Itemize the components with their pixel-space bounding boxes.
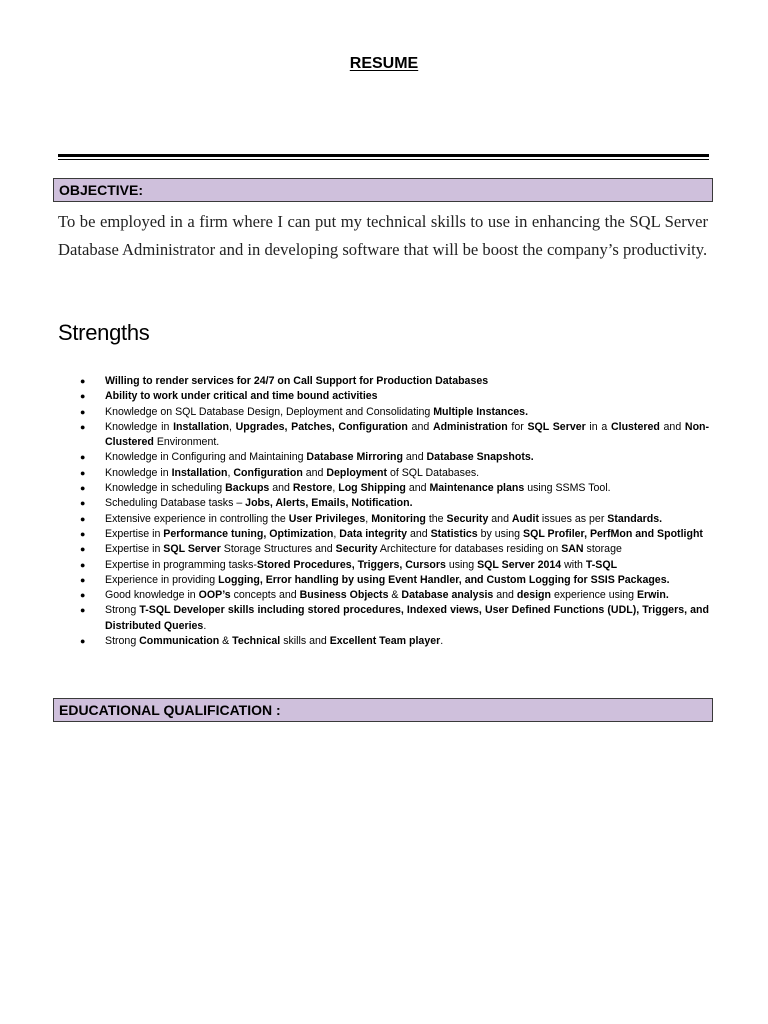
bullet-icon: ● <box>80 574 86 585</box>
strength-item <box>58 603 709 634</box>
strength-item <box>58 374 709 389</box>
bullet-icon: ● <box>80 406 86 417</box>
strength-text: . <box>440 635 444 648</box>
strength-emphasis: Administration <box>432 420 508 433</box>
strength-emphasis: Erwin. <box>636 589 669 602</box>
strength-text: and <box>269 482 293 495</box>
strength-emphasis: SQL Server <box>527 420 586 433</box>
strength-emphasis: OOP’s <box>198 589 231 602</box>
bullet-icon: ● <box>80 498 86 509</box>
strength-emphasis: SAN <box>561 543 584 556</box>
strength-text: . <box>203 619 207 632</box>
strength-text: and <box>659 420 685 433</box>
strength-text: Strong <box>105 635 140 648</box>
strength-emphasis: Log Shipping <box>338 482 406 495</box>
strength-emphasis: Backups <box>225 482 270 495</box>
strength-text: the <box>425 512 447 525</box>
strength-text: & <box>219 635 233 648</box>
strength-item <box>58 405 709 420</box>
strength-text: concepts and <box>230 589 300 602</box>
strengths-heading: Strengths <box>58 320 150 345</box>
strength-emphasis: Logging, Error handling by using Event Handler, and Custom Logging for SSIS Packages. <box>218 573 670 586</box>
strength-emphasis: T-SQL Developer skills including stored procedures, Indexed views, User Defined Functions (UDL), Triggers, and Distributed Queries <box>105 604 709 632</box>
strength-text: Expertise in <box>105 543 164 556</box>
strength-text: Strong <box>105 604 140 617</box>
strength-text: , <box>333 527 340 540</box>
strength-text: , <box>228 420 236 433</box>
strength-text: and <box>402 451 427 464</box>
strength-emphasis: Restore <box>292 482 333 495</box>
header-divider-thin <box>58 159 709 160</box>
strength-item <box>58 542 709 557</box>
strength-emphasis: Non-Clustered <box>105 420 710 449</box>
resume-title: RESUME <box>349 55 419 72</box>
strength-text: in a <box>585 420 611 433</box>
strength-emphasis: User Privileges <box>288 512 366 525</box>
strength-emphasis: Statistics <box>430 527 478 540</box>
strength-emphasis: Installation <box>171 466 228 479</box>
strength-item <box>58 634 709 649</box>
strength-item <box>58 496 709 511</box>
strength-item <box>58 573 709 588</box>
strength-text: experience using <box>551 589 637 602</box>
strength-text: with <box>561 558 586 571</box>
strength-text: and <box>302 466 327 479</box>
bullet-icon: ● <box>80 391 86 402</box>
strength-emphasis: Stored Procedures, Triggers, Cursors <box>256 558 446 571</box>
education-heading: EDUCATIONAL QUALIFICATION : <box>53 698 713 722</box>
strength-emphasis: SQL Server 2014 <box>477 558 562 571</box>
strength-emphasis: Multiple Instances. <box>433 405 529 418</box>
strength-emphasis: Database Snapshots. <box>426 451 534 464</box>
strength-text: storage <box>583 543 622 556</box>
strength-emphasis: Database analysis <box>401 589 494 602</box>
strength-item <box>58 481 709 496</box>
strength-text: , <box>227 466 234 479</box>
strength-emphasis: design <box>516 589 551 602</box>
strength-emphasis: Deployment <box>326 466 388 479</box>
strength-text: using SSMS Tool. <box>524 482 611 495</box>
objective-heading: OBJECTIVE: <box>53 178 713 202</box>
strength-text: Good knowledge in <box>105 589 199 602</box>
strength-item <box>58 420 709 451</box>
bullet-icon: ● <box>80 513 86 524</box>
strength-emphasis: Maintenance plans <box>429 482 525 495</box>
bullet-icon: ● <box>80 452 86 463</box>
bullet-icon: ● <box>80 590 86 601</box>
strength-emphasis: Jobs, Alerts, Emails, Notification. <box>245 497 413 510</box>
strength-emphasis: Ability to work under critical and time bound activities <box>105 390 378 403</box>
strength-text: Expertise in <box>105 527 164 540</box>
bullet-icon: ● <box>80 421 86 432</box>
bullet-icon: ● <box>80 559 86 570</box>
bullet-icon: ● <box>80 605 86 616</box>
strength-emphasis: Performance tuning, Optimization <box>163 527 334 540</box>
strength-text: & <box>388 589 402 602</box>
strength-text: for <box>507 420 528 433</box>
strength-text: Storage Structures and <box>220 543 336 556</box>
strength-emphasis: Data integrity <box>339 527 407 540</box>
strength-text: and <box>488 512 512 525</box>
strength-item <box>58 389 709 404</box>
strength-text: Knowledge in scheduling <box>105 482 226 495</box>
strength-text: using <box>445 558 478 571</box>
strength-emphasis: Installation <box>173 420 229 433</box>
strength-item <box>58 512 709 527</box>
strength-item <box>58 466 709 481</box>
header-divider-thick <box>58 154 709 157</box>
strength-text: Knowledge in Configuring and Maintaining <box>105 451 307 464</box>
strength-emphasis: Monitoring <box>371 512 426 525</box>
strength-text: by using <box>477 527 524 540</box>
strength-emphasis: Upgrades, Patches, Configuration <box>235 420 408 433</box>
objective-text: To be employed in a firm where I can put my technical skills to use in enhancing the SQL Server Database Administrator and in developing software that will be boost the company’s productivity. <box>58 212 708 259</box>
strength-emphasis: Security <box>446 512 489 525</box>
strength-text: skills and <box>280 635 330 648</box>
bullet-icon: ● <box>80 544 86 555</box>
strength-text: Environment. <box>153 436 220 449</box>
strength-emphasis: SQL Server <box>163 543 221 556</box>
strength-text: Extensive experience in controlling the <box>105 512 289 525</box>
bullet-icon: ● <box>80 467 86 478</box>
strength-emphasis: Audit <box>511 512 539 525</box>
strength-emphasis: Business Objects <box>299 589 389 602</box>
strength-text: Architecture for databases residing on <box>377 543 562 556</box>
strength-text: issues as per <box>538 512 608 525</box>
strength-text: Scheduling Database tasks – <box>105 497 246 510</box>
strength-item <box>58 558 709 573</box>
strength-text: , <box>365 512 372 525</box>
strength-emphasis: Database Mirroring <box>306 451 403 464</box>
strength-text: of SQL Databases. <box>387 466 480 479</box>
strength-emphasis: Communication <box>139 635 220 648</box>
strength-text: and <box>493 589 517 602</box>
bullet-icon: ● <box>80 636 86 647</box>
strength-text: and <box>407 420 433 433</box>
strength-item <box>58 527 709 542</box>
bullet-icon: ● <box>80 483 86 494</box>
bullet-icon: ● <box>80 528 86 539</box>
strength-emphasis: Clustered <box>610 420 660 433</box>
strength-text: , <box>332 482 339 495</box>
strength-emphasis: Security <box>335 543 378 556</box>
strength-emphasis: Willing to render services for 24/7 on Call Support for Production Databases <box>105 375 489 387</box>
strength-text: and <box>405 482 430 495</box>
strength-text: Knowledge on SQL Database Design, Deployment and Consolidating <box>105 405 434 418</box>
strength-emphasis: Technical <box>232 635 281 648</box>
strength-text: and <box>407 527 431 540</box>
strength-emphasis: Standards. <box>607 512 663 525</box>
strength-emphasis: Configuration <box>233 466 303 479</box>
strength-text: Knowledge in <box>105 420 174 433</box>
strength-emphasis: SQL Profiler, PerfMon and Spotlight <box>523 527 703 540</box>
strength-text: Expertise in programming tasks- <box>105 558 257 571</box>
strength-item <box>58 450 709 465</box>
strength-text: Knowledge in <box>105 466 172 479</box>
strength-item <box>58 588 709 603</box>
bullet-icon: ● <box>80 376 86 386</box>
strength-emphasis: T-SQL <box>585 558 618 571</box>
strengths-list <box>58 374 709 649</box>
strength-emphasis: Excellent Team player <box>329 635 441 648</box>
strength-text: Experience in providing <box>105 573 219 586</box>
